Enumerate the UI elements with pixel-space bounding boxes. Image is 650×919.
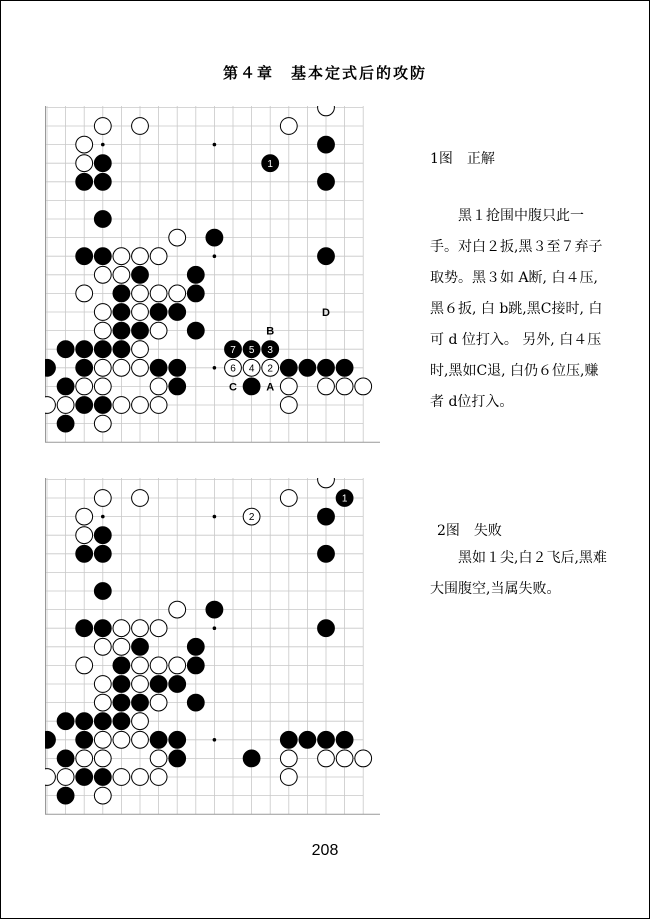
star-point [213, 143, 217, 147]
white-stone [132, 713, 149, 730]
white-stone [94, 415, 111, 432]
white-stone [150, 397, 167, 414]
black-stone [94, 713, 111, 730]
white-stone [280, 750, 297, 767]
white-stone [132, 397, 149, 414]
black-stone [94, 583, 111, 600]
white-stone [76, 155, 93, 172]
white-stone [76, 285, 93, 302]
black-stone [150, 304, 167, 321]
black-stone [318, 620, 335, 637]
star-point [213, 626, 217, 630]
star-point [101, 143, 105, 147]
black-stone [76, 769, 93, 786]
white-stone [94, 378, 111, 395]
white-stone [318, 106, 335, 116]
white-stone [113, 769, 130, 786]
white-stone [150, 322, 167, 339]
move-number: 1 [267, 158, 273, 170]
black-stone [113, 713, 130, 730]
black-stone [94, 173, 111, 190]
move-number: 3 [267, 344, 273, 356]
black-stone [299, 359, 316, 376]
black-stone [206, 229, 223, 246]
white-stone [94, 118, 111, 135]
black-stone [318, 508, 335, 525]
black-stone [94, 545, 111, 562]
white-stone [318, 478, 335, 488]
white-stone [113, 397, 130, 414]
white-stone [132, 620, 149, 637]
white-stone [94, 359, 111, 376]
black-stone [57, 378, 74, 395]
move-number: 4 [248, 363, 255, 375]
white-stone [150, 285, 167, 302]
star-point [101, 515, 105, 519]
black-stone [57, 341, 74, 358]
star-point [213, 254, 217, 258]
chapter-title: 第４章 基本定式后的攻防 [222, 64, 427, 82]
white-stone [94, 490, 111, 507]
black-stone [57, 415, 74, 432]
white-stone [94, 304, 111, 321]
white-stone [113, 638, 130, 655]
white-stone [132, 769, 149, 786]
move-number: 7 [230, 344, 236, 356]
white-stone [45, 769, 55, 786]
black-stone [169, 304, 186, 321]
black-stone [76, 731, 93, 748]
black-stone [94, 248, 111, 265]
white-stone [150, 657, 167, 674]
white-stone [169, 601, 186, 618]
black-stone [94, 769, 111, 786]
black-stone [150, 676, 167, 693]
white-stone [169, 657, 186, 674]
black-stone [318, 136, 335, 153]
black-stone [243, 750, 260, 767]
white-stone [150, 248, 167, 265]
black-stone [318, 731, 335, 748]
move-number: 2 [248, 512, 255, 524]
black-stone [336, 731, 353, 748]
black-stone [336, 359, 353, 376]
white-stone [94, 694, 111, 711]
move-number: 2 [267, 363, 273, 375]
white-stone [94, 750, 111, 767]
black-stone [76, 173, 93, 190]
go-board-figure-1 [45, 106, 380, 446]
go-board-figure-2 [45, 478, 380, 818]
point-label: D [322, 307, 330, 319]
white-stone [280, 769, 297, 786]
white-stone [113, 731, 130, 748]
star-point [213, 366, 217, 370]
white-stone [76, 527, 93, 544]
white-stone [132, 248, 149, 265]
figure-2-text: 黑如１尖,白２飞后,黑难大围腹空,当属失败。 [430, 550, 607, 597]
black-stone [76, 248, 93, 265]
white-stone [132, 490, 149, 507]
white-stone [150, 620, 167, 637]
black-stone [280, 731, 297, 748]
figure-1-caption: 1图 正解 [430, 151, 495, 167]
white-stone [150, 694, 167, 711]
white-stone [132, 731, 149, 748]
white-stone [280, 118, 297, 135]
black-stone [169, 378, 186, 395]
white-stone [336, 750, 353, 767]
point-label: A [266, 381, 275, 394]
black-stone [113, 657, 130, 674]
star-point [213, 515, 217, 519]
black-stone [187, 266, 204, 283]
black-stone [150, 359, 167, 376]
white-stone [150, 378, 167, 395]
white-stone [76, 657, 93, 674]
black-stone [187, 694, 204, 711]
white-stone [113, 248, 130, 265]
white-stone [132, 657, 149, 674]
white-stone [76, 378, 93, 395]
white-stone [318, 750, 335, 767]
page-number: 208 [311, 842, 339, 859]
black-stone [94, 620, 111, 637]
black-stone [169, 676, 186, 693]
white-stone [57, 769, 74, 786]
black-stone [318, 359, 335, 376]
black-stone [280, 359, 297, 376]
white-stone [132, 285, 149, 302]
point-label: B [266, 325, 275, 338]
white-stone [76, 508, 93, 525]
black-stone [113, 676, 130, 693]
black-stone [57, 713, 74, 730]
black-stone [132, 638, 149, 655]
white-stone [94, 266, 111, 283]
figure-2-caption: 2图 失败 [437, 523, 502, 539]
white-stone [169, 229, 186, 246]
go-board-svg-1 [45, 106, 380, 446]
white-stone [94, 638, 111, 655]
white-stone [113, 266, 130, 283]
black-stone [132, 266, 149, 283]
black-stone [76, 713, 93, 730]
white-stone [113, 620, 130, 637]
white-stone [336, 378, 353, 395]
black-stone [113, 694, 130, 711]
move-number: 5 [248, 344, 255, 356]
black-stone [76, 620, 93, 637]
black-stone [318, 248, 335, 265]
black-stone [57, 787, 74, 804]
black-stone [113, 341, 130, 358]
black-stone [94, 341, 111, 358]
black-stone [94, 211, 111, 228]
white-stone [132, 359, 149, 376]
black-stone [150, 731, 167, 748]
white-stone [280, 490, 297, 507]
black-stone [57, 750, 74, 767]
white-stone [132, 304, 149, 321]
white-stone [150, 769, 167, 786]
white-stone [280, 397, 297, 414]
black-stone [45, 731, 55, 748]
white-stone [76, 750, 93, 767]
black-stone [169, 731, 186, 748]
white-stone [132, 341, 149, 358]
black-stone [113, 322, 130, 339]
move-number: 6 [230, 363, 236, 375]
white-stone [150, 750, 167, 767]
point-label: C [229, 381, 237, 394]
black-stone [76, 359, 93, 376]
black-stone [76, 341, 93, 358]
black-stone [169, 750, 186, 767]
black-stone [132, 694, 149, 711]
black-stone [113, 285, 130, 302]
white-stone [132, 676, 149, 693]
black-stone [243, 378, 260, 395]
white-stone [94, 676, 111, 693]
figure-1-text: 黑１抢围中腹只此一手。对白２扳,黑３至７弃子取势。黑３如 A断, 白４压,黑６扳, 白 b跳,黑C接时, 白可 d 位打入。 另外, 白４压时,黑如C退, 白仍６位压,赚者 d位打入。 [430, 208, 603, 410]
white-stone [94, 731, 111, 748]
black-stone [318, 545, 335, 562]
black-stone [94, 397, 111, 414]
go-board-svg-2 [45, 478, 380, 818]
white-stone [113, 359, 130, 376]
white-stone [132, 118, 149, 135]
white-stone [169, 285, 186, 302]
black-stone [299, 731, 316, 748]
black-stone [76, 397, 93, 414]
black-stone [169, 359, 186, 376]
white-stone [280, 378, 297, 395]
black-stone [45, 359, 55, 376]
white-stone [45, 397, 55, 414]
white-stone [94, 787, 111, 804]
black-stone [113, 304, 130, 321]
black-stone [187, 638, 204, 655]
black-stone [206, 601, 223, 618]
black-stone [94, 527, 111, 544]
star-point [213, 738, 217, 742]
black-stone [94, 155, 111, 172]
move-number: 1 [341, 493, 348, 505]
black-stone [132, 322, 149, 339]
black-stone [76, 545, 93, 562]
black-stone [187, 322, 204, 339]
white-stone [94, 322, 111, 339]
white-stone [355, 750, 372, 767]
black-stone [187, 285, 204, 302]
white-stone [57, 397, 74, 414]
black-stone [187, 657, 204, 674]
white-stone [76, 136, 93, 153]
white-stone [318, 378, 335, 395]
white-stone [355, 378, 372, 395]
black-stone [318, 173, 335, 190]
